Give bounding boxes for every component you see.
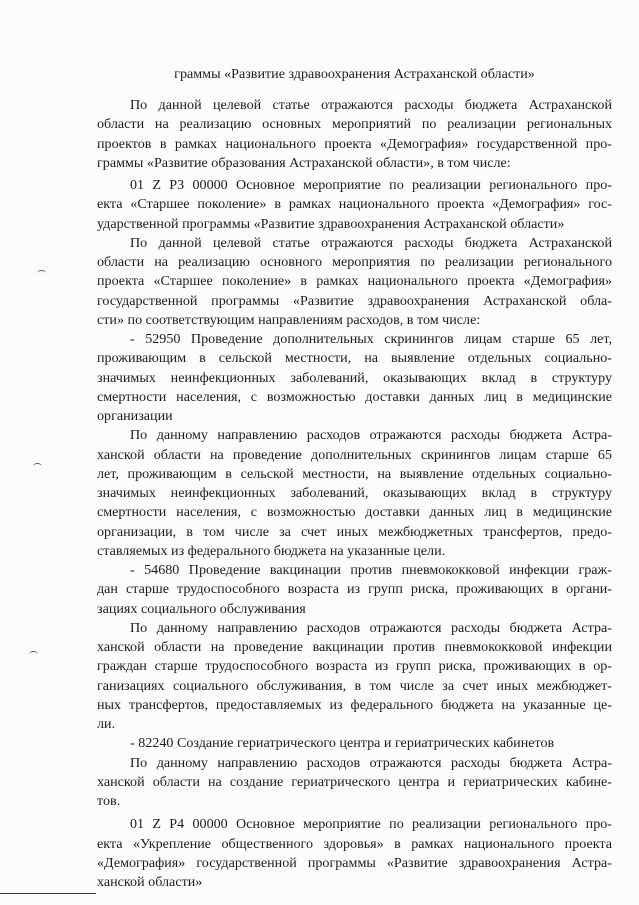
item-52950-desc-line-3: лет, проживающим в сельской местности, на выявление отдельных социально- [97, 465, 612, 482]
binder-hole-mark-3 [29, 651, 38, 658]
intro-line-2: области на реализацию основных мероприятий по реализации региональных [97, 116, 612, 133]
section-p4-title-line-4: ханской области» [97, 874, 203, 890]
item-52950-desc-line-6: организации, в том числе за счет иных межбюджетных трансфертов, предо- [97, 523, 612, 540]
item-54680-title-line-2: дан старше трудоспособного возраста из групп риска, проживающих в органи- [97, 581, 612, 598]
section-p3-desc-line-1: По данной целевой статье отражаются расходы бюджета Астраханской [130, 234, 612, 251]
section-p3-desc-line-2: области на реализацию основного мероприятия по реализации регионального [97, 254, 612, 271]
item-52950-desc-line-1: По данному направлению расходов отражаются расходы бюджета Астра- [130, 427, 612, 444]
item-54680-desc-line-5: ных трансфертов, предоставляемых из федерального бюджета на указанные це- [97, 696, 612, 713]
item-52950-desc-line-5: смертности населения, с возможностью доставки данных лиц в медицинские [97, 504, 612, 521]
item-52950-desc-line-4: значимых неинфекционных заболеваний, оказывающих вклад в структуру [97, 485, 612, 502]
item-54680-desc-line-1: По данному направлению расходов отражаются расходы бюджета Астра- [130, 619, 612, 636]
item-52950-title-line-1: - 52950 Проведение дополнительных скринингов лицам старше 65 лет, [130, 331, 612, 348]
footnote-separator [0, 893, 96, 894]
item-54680-desc-line-2: ханской области на проведение вакцинации против пневмококковой инфекции [97, 639, 612, 656]
section-p3-desc-line-5: сти» по соответствующим направлениям расходов, в том числе: [97, 311, 481, 328]
section-p3-title-line-1: 01 Z P3 00000 Основное мероприятие по реализации регионального про- [130, 177, 612, 194]
item-52950-title-line-4: смертности населения, с возможностью доставки данных лиц в медицинские [97, 388, 612, 405]
item-52950-desc-line-7: ставляемых из федерального бюджета на указанные цели. [97, 542, 446, 559]
item-82240-desc-line-1: По данному направлению расходов отражаются расходы бюджета Астра- [130, 754, 612, 771]
item-52950-title-line-2: проживающим в сельской местности, на выявление отдельных социально- [97, 350, 612, 367]
item-82240-desc-line-3: тов. [97, 793, 121, 810]
binder-hole-mark-2 [33, 463, 42, 470]
item-54680-desc-line-3: граждан старше трудоспособного возраста из групп риска, проживающих в ор- [97, 658, 612, 675]
item-82240-desc-line-2: ханской области на создание гериатрического центра и гериатрических кабине- [97, 773, 612, 790]
page-header-line: граммы «Развитие здравоохранения Астраханской области» [174, 66, 535, 82]
intro-line-4: граммы «Развитие образования Астраханской области», в том числе: [97, 154, 511, 171]
binder-hole-mark-1 [37, 270, 46, 277]
item-54680-title-line-1: - 54680 Проведение вакцинации против пневмококковой инфекции граж- [130, 562, 612, 579]
item-52950-title-line-3: значимых неинфекционных заболеваний, оказывающих вклад в структуру [97, 369, 612, 386]
section-p3-title-line-3: ударственной программы «Развитие здравоохранения Астраханской области» [97, 215, 565, 232]
section-p4-title-line-3: «Демография» государственной программы «Развитие здравоохранения Астра- [97, 854, 612, 871]
section-p3-title-line-2: екта «Старшее поколение» в рамках национального проекта «Демография» гос- [97, 196, 612, 213]
section-p3-desc-line-3: проекта «Старшее поколение» в рамках национального проекта «Демография» [97, 273, 612, 290]
item-82240-title-line-1: - 82240 Создание гериатрического центра и гериатрических кабинетов [130, 735, 555, 752]
section-p3-desc-line-4: государственной программы «Развитие здравоохранения Астраханской обла- [97, 292, 612, 309]
item-54680-desc-line-6: ли. [97, 716, 116, 733]
section-p4-title-line-1: 01 Z P4 00000 Основное мероприятие по реализации регионального про- [130, 816, 612, 833]
item-54680-desc-line-4: ганизациях социального обслуживания, в том числе за счет иных межбюджет- [97, 677, 612, 694]
item-54680-title-line-3: зациях социального обслуживания [97, 600, 306, 617]
item-52950-title-line-5: организации [97, 408, 173, 425]
item-52950-desc-line-2: ханской области на проведение дополнительных скринингов лицам старше 65 [97, 446, 612, 463]
intro-line-3: проектов в рамках национального проекта «Демография» государственной про- [97, 135, 612, 152]
section-p4-title-line-2: екта «Укрепление общественного здоровья» в рамках национального проекта [97, 835, 612, 852]
intro-line-1: По данной целевой статье отражаются расходы бюджета Астраханской [130, 97, 612, 114]
